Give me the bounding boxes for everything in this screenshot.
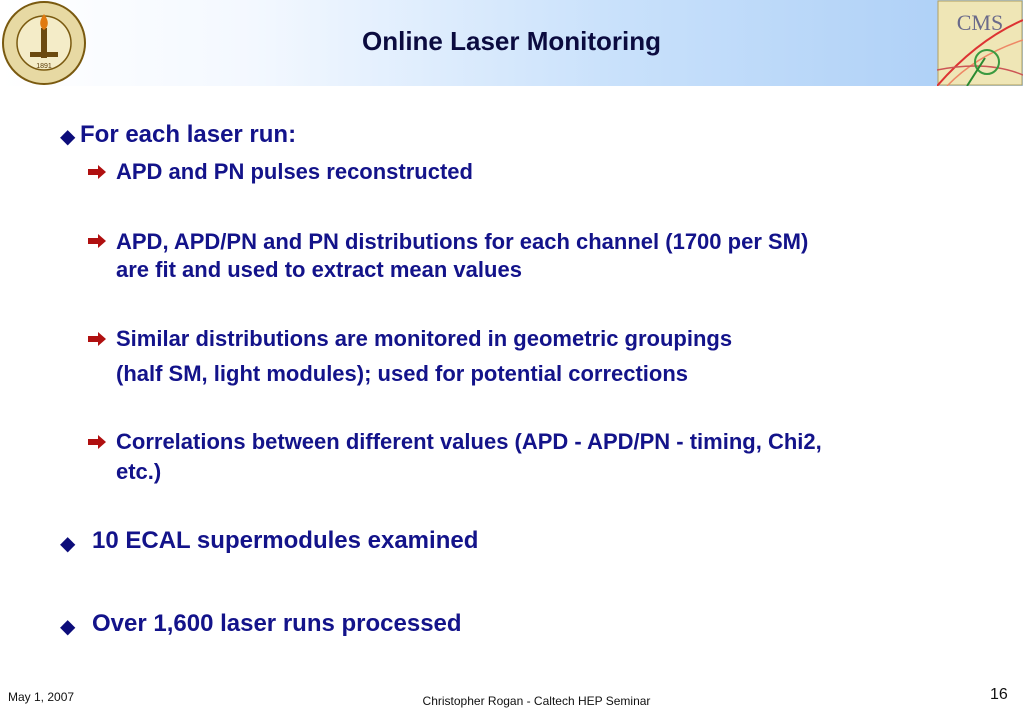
cms-logo-text: CMS: [956, 10, 1004, 35]
sub-bullet-text: APD and PN pulses reconstructed: [116, 159, 473, 184]
sub-bullet-text: APD, APD/PN and PN distributions for each channel (1700 per SM): [116, 229, 809, 254]
arrow-bullet-icon: [88, 165, 108, 179]
main-bullet-text: For each laser run:: [80, 121, 297, 148]
page-number: 16: [990, 686, 1008, 703]
slide-header: [0, 0, 1023, 86]
arrow-bullet-icon: [88, 234, 108, 248]
sub-bullet-text: Correlations between different values (APD - APD/PN - timing, Chi2,: [116, 429, 822, 454]
sub-bullet-text: Similar distributions are monitored in geometric groupings: [116, 326, 733, 351]
diamond-bullet-icon: ◆: [60, 126, 76, 148]
arrow-bullet-icon: [88, 332, 108, 346]
diamond-bullet-icon: ◆: [60, 533, 76, 555]
arrow-bullet-icon: [88, 435, 108, 449]
cms-logo: [937, 0, 1023, 86]
sub-bullet-text-continued: (half SM, light modules); used for potential corrections: [116, 361, 689, 386]
footer-date: May 1, 2007: [8, 690, 75, 704]
seal-year: 1891: [36, 63, 52, 70]
sub-bullet-text-continued: etc.): [116, 459, 162, 484]
sub-bullet-text-continued: are fit and used to extract mean values: [116, 257, 522, 282]
footer-presenter: Christopher Rogan - Caltech HEP Seminar: [422, 694, 651, 708]
bottom-bullet-text: Over 1,600 laser runs processed: [92, 610, 462, 637]
bottom-bullet-text: 10 ECAL supermodules examined: [92, 527, 479, 554]
slide-title: Online Laser Monitoring: [361, 26, 661, 56]
diamond-bullet-icon: ◆: [60, 616, 76, 638]
